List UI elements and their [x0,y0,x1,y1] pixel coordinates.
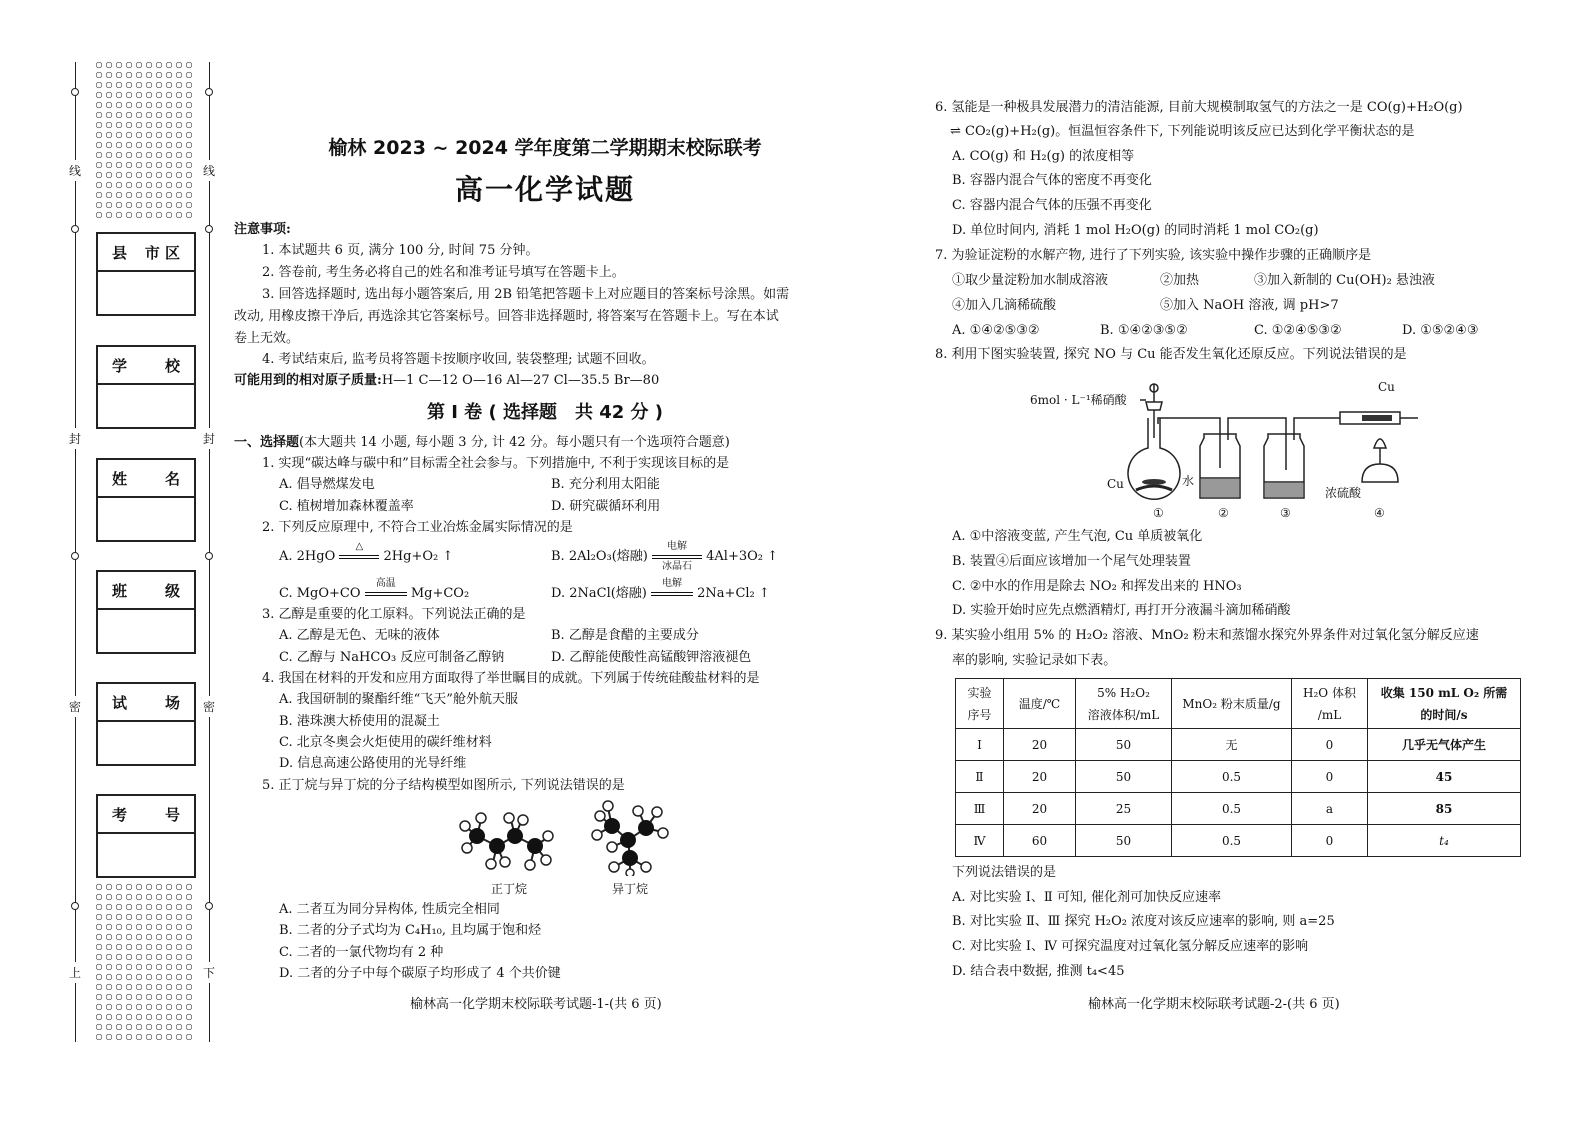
exam-title: 榆林 2023 ~ 2024 学年度第二学期期末校际联考 [328,137,762,159]
label-4: ④ [1374,506,1385,520]
condition-top: 电解 [662,577,683,589]
option-b[interactable]: B. 对比实验 Ⅱ、Ⅲ 探究 H₂O₂ 浓度对该反应速率的影响, 则 a=25 [952,914,1335,929]
option-b[interactable]: B. 二者的分子式均为 C₄H₁₀, 且均属于饱和烃 [279,923,542,938]
question-stem: 1. 实现“碳达峰与碳中和”目标需全社会参与。下列措施中, 不利于实现该目标的是 [262,456,730,471]
field-label: 名 [164,469,180,488]
ring-icon [71,552,79,560]
option-d[interactable] [551,577,770,604]
exam-number-field[interactable] [96,794,196,878]
step-4: ④加入几滴稀硫酸 [952,298,1057,313]
ring-icon [71,88,79,96]
note-line: 1. 本试题共 6 页, 满分 100 分, 时间 75 分钟。 [262,243,539,258]
question-stem: 3. 乙醇是重要的化工原料。下列说法正确的是 [262,607,526,622]
field-label: 市 区 [144,243,180,262]
seal-char: 上 [68,962,82,983]
figure-label: 异丁烷 [612,882,649,896]
field-label: 号 [164,805,180,824]
header-cell: 5% H₂O₂ 溶液体积/mL [1076,679,1172,729]
step-3: ③加入新制的 Cu(OH)₂ 悬浊液 [1254,273,1435,288]
option-c[interactable]: C. 北京冬奥会火炬使用的碳纤维材料 [279,735,492,750]
option-b[interactable]: B. 乙醇是食醋的主要成分 [551,628,699,643]
page-footer: 榆林高一化学期末校际联考试题-2-(共 6 页) [1088,997,1340,1012]
option-d[interactable]: D. ①⑤②④③ [1402,323,1479,338]
section-intro [234,432,730,453]
option-b[interactable]: B. ①④②③⑤② [1100,323,1188,338]
option-a[interactable] [279,540,454,567]
notes-heading: 注意事项: [234,222,291,237]
exam-room-field[interactable] [96,682,196,766]
header-cell: MnO₂ 粉末质量/g [1172,679,1292,729]
option-c[interactable] [279,577,470,604]
option-c[interactable]: C. ①②④⑤③② [1254,323,1342,338]
field-label: 校 [164,356,180,375]
option-d[interactable]: D. 信息高速公路使用的光导纤维 [279,756,467,771]
option-d[interactable]: D. 乙醇能使酸性高锰酸钾溶液褪色 [551,650,752,665]
question-stem: 2. 下列反应原理中, 不符合工业冶炼金属实际情况的是 [262,520,573,535]
header-cell: 温度/℃ [1004,679,1076,729]
option-a[interactable]: A. 二者互为同分异构体, 性质完全相同 [279,902,500,917]
exam-subtitle: 高一化学试题 [454,173,635,206]
page-footer: 榆林高一化学期末校际联考试题-1-(共 6 页) [410,997,662,1012]
label-h2so4: 浓硫酸 [1325,486,1362,500]
field-label: 姓 [112,469,128,488]
ring-icon [205,225,213,233]
equation-right: 2Hg+O₂ ↑ [383,549,454,564]
table-row: Ⅲ 20 25 0.5 a 85 [956,793,1521,825]
question-stem: 6. 氢能是一种极具发展潜力的清洁能源, 目前大规模制取氢气的方法之一是 CO(g)+H₂O(g) [935,100,1463,115]
field-label: 试 [112,693,128,712]
apparatus-diagram [1100,378,1420,508]
equation-right: 2Na+Cl₂ ↑ [697,586,770,601]
option-c[interactable]: C. 乙醇与 NaHCO₃ 反应可制备乙醇钠 [279,650,505,665]
condition-top: 电解 [667,540,687,552]
dot-grid-top [94,60,194,220]
header-cell: 实验 序号 [956,679,1004,729]
ring-icon [71,225,79,233]
header-cell: 收集 150 mL O₂ 所需 的时间/s [1368,679,1521,729]
header-cell: H₂O 体积 /mL [1292,679,1368,729]
option-a[interactable]: A. 我国研制的聚酯纤维“飞天”舱外航天服 [279,692,518,707]
option-c[interactable]: C. 植树增加森林覆盖率 [279,499,414,514]
seal-char: 封 [68,428,82,449]
table-row: Ⅱ 20 50 0.5 0 45 [956,761,1521,793]
masses-label: 可能用到的相对原子质量: [234,373,382,388]
intro-text: (本大题共 14 小题, 每小题 3 分, 计 42 分。每小题只有一个选项符合题意) [299,435,730,450]
step-1: ①取少量淀粉加水制成溶液 [952,273,1109,288]
option-b[interactable]: B. 装置④后面应该增加一个尾气处理装置 [952,554,1191,569]
option-b[interactable]: B. 容器内混合气体的密度不再变化 [952,173,1152,188]
option-c[interactable]: C. 对比实验 Ⅰ、Ⅳ 可探究温度对过氧化氢分解反应速率的影响 [952,939,1309,954]
equation-right: Mg+CO₂ [410,586,470,601]
name-field[interactable] [96,458,196,542]
condition-top: △ [355,540,364,552]
label-cu-left: Cu [1107,477,1124,491]
option-b[interactable]: B. 港珠澳大桥使用的混凝土 [279,714,440,729]
label-acid: 6mol · L⁻¹稀硝酸 [1030,393,1127,407]
label-water: 水 [1182,474,1195,488]
equation-left: B. 2Al₂O₃(熔融) [551,549,648,564]
masses-values: H—1 C—12 O—16 Al—27 Cl—35.5 Br—80 [381,373,660,388]
atomic-masses [234,370,659,391]
ring-icon [205,902,213,910]
field-label: 学 [112,356,128,375]
school-field[interactable] [96,345,196,429]
equation-left: D. 2NaCl(熔融) [551,586,647,601]
field-label: 级 [164,581,180,600]
step-2: ②加热 [1160,273,1200,288]
option-a[interactable]: A. ①中溶液变蓝, 产生气泡, Cu 单质被氧化 [952,529,1203,544]
seal-char: 下 [202,962,216,983]
equation-right: 4Al+3O₂ ↑ [706,549,779,564]
option-c[interactable]: C. ②中水的作用是除去 NO₂ 和挥发出来的 HNO₃ [952,579,1242,594]
option-b[interactable] [551,540,779,572]
option-a[interactable]: A. 对比实验 Ⅰ、Ⅱ 可知, 催化剂可加快反应速率 [952,890,1222,905]
option-d[interactable]: D. 单位时间内, 消耗 1 mol H₂O(g) 的同时消耗 1 mol CO₂(g) [952,223,1319,238]
question-stem: ⇌ CO₂(g)+H₂(g)。恒温恒容条件下, 下列能说明该反应已达到化学平衡状态的是 [950,124,1415,139]
field-label: 班 [112,581,128,600]
equation-left: A. 2HgO [279,549,336,564]
option-a[interactable]: A. 倡导燃煤发电 [279,477,375,492]
label-3: ③ [1280,506,1291,520]
option-d[interactable]: D. 研究碳循环利用 [551,499,661,514]
seal-char: 线 [68,160,82,181]
option-a[interactable]: A. ①④②⑤③② [952,323,1040,338]
question-stem: 4. 我国在材料的开发和应用方面取得了举世瞩目的成就。下列属于传统硅酸盐材料的是 [262,671,760,686]
note-line: 4. 考试结束后, 监考员将答题卡按顺序收回, 装袋整理; 试题不回收。 [262,352,655,367]
question-stem: 5. 正丁烷与异丁烷的分子结构模型如图所示, 下列说法错误的是 [262,778,625,793]
question-stem: 9. 某实验小组用 5% 的 H₂O₂ 溶液、MnO₂ 粉末和蒸馏水探究外界条件对过氧化氢分解反应速 [935,628,1479,643]
option-a[interactable]: A. 乙醇是无色、无味的液体 [279,628,440,643]
experiment-table [955,678,1521,857]
seal-char: 线 [202,160,216,181]
intro-bold: 一、选择题 [234,435,300,450]
note-line: 改动, 用橡皮擦干净后, 再选涂其它答案标号。回答非选择题时, 将答案写在答题卡上。写在本试 [234,309,779,324]
note-line: 2. 答卷前, 考生务必将自己的姓名和准考证号填写在答题卡上。 [262,265,625,280]
field-label: 县 [112,243,128,262]
note-line: 卷上无效。 [234,331,300,346]
field-label: 场 [164,693,180,712]
option-d[interactable]: D. 结合表中数据, 推测 t₄<45 [952,964,1125,979]
dot-grid-bottom [94,882,194,1042]
option-b[interactable]: B. 充分利用太阳能 [551,477,660,492]
option-d[interactable]: D. 实验开始时应先点燃酒精灯, 再打开分液漏斗滴加稀硝酸 [952,603,1291,618]
option-d[interactable]: D. 二者的分子中每个碳原子均形成了 4 个共价键 [279,966,561,981]
option-c[interactable]: C. 二者的一氯代物均有 2 种 [279,945,444,960]
section-heading: 第 Ⅰ 卷 ( 选择题 共 42 分 ) [426,402,664,423]
field-label: 考 [112,805,128,824]
question-stem: 率的影响, 实验记录如下表。 [952,653,1117,668]
seal-char: 密 [202,696,216,717]
question-prompt: 下列说法错误的是 [952,865,1057,880]
ring-icon [205,88,213,96]
option-a[interactable]: A. CO(g) 和 H₂(g) 的浓度相等 [952,149,1135,164]
n-butane-model [455,808,555,874]
label-cu-top: Cu [1378,380,1395,394]
step-5: ⑤加入 NaOH 溶液, 调 pH>7 [1160,298,1339,313]
label-1: ① [1153,506,1164,520]
isobutane-model [590,800,670,876]
class-field[interactable] [96,570,196,654]
equation-left: C. MgO+CO [279,586,361,601]
condition-top: 高温 [375,577,396,589]
label-2: ② [1218,506,1229,520]
seal-char: 密 [68,696,82,717]
note-line: 3. 回答选择题时, 选出每小题答案后, 用 2B 铅笔把答题卡上对应题目的答案标号涂黑。如需 [262,287,790,302]
question-stem: 7. 为验证淀粉的水解产物, 进行了下列实验, 该实验中操作步骤的正确顺序是 [935,248,1372,263]
table-row: Ⅰ 20 50 无 0 几乎无气体产生 [956,729,1521,761]
question-stem: 8. 利用下图实验装置, 探究 NO 与 Cu 能否发生氧化还原反应。下列说法错误的是 [935,347,1407,362]
option-c[interactable]: C. 容器内混合气体的压强不再变化 [952,198,1152,213]
table-row: Ⅳ 60 50 0.5 0 t₄ [956,825,1521,857]
figure-label: 正丁烷 [491,882,528,896]
ring-icon [205,552,213,560]
ring-icon [71,902,79,910]
seal-char: 封 [202,428,216,449]
condition-bottom: 冰晶石 [662,560,692,572]
county-field[interactable] [96,232,196,316]
